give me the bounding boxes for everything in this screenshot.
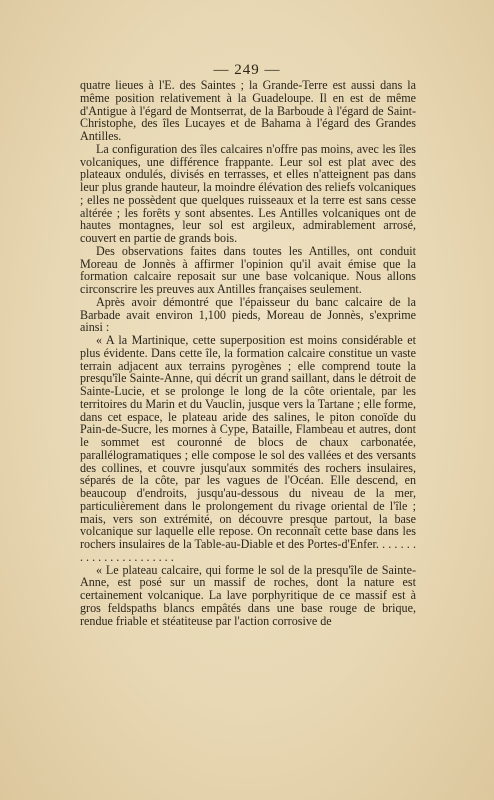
- page-number: — 249 —: [213, 62, 281, 78]
- paragraph: Après avoir démontré que l'épaisseur du banc calcaire de la Barbade avait environ 1,100 pieds, Moreau de Jonnès, s'exprime ainsi :: [80, 294, 416, 335]
- quotation-paragraph: « A la Martinique, cette superposition est moins considérable et plus évidente. Dans cette île, la formation calcaire constitue un vaste terrain adjacent aux terrains pyrogènes ; elle comprend toute la presqu'île Sainte-Anne, qui décrit un grand saillant, dans le détroit de Sainte-Lucie, et se prolonge le long de la côte orientale, par les territoires du Marin et du Vauclin, jusque vers la Tartane ; elle forme, dans cet espace, le plateau aride des salines, le piton conoïde du Pain-de-Sucre, les mornes à Cype, Bataille, Flambeau et autres, dont le sommet est couronné de blocs de chaux carbonatée, parallélogramatiques ; elle compose le sol des vallées et des versants des collines, et couvre jusqu'aux sommités des rochers insulaires, séparés de la côte, par les vagues de l'Océan. Elle descend, en beaucoup d'endroits, jusqu'au-dessous du niveau de la mer, particulièrement dans le prolongement du rivage oriental de l'île ; mais, vers son extrémité, on découvre presque partout, la base volcanique sur laquelle elle repose. On reconnaît cette base dans les rochers insulaires de la Table-au-Diable et des Portes-d'Enfer. . . . . . . . . . . . . . . . . . . . . . .: [80, 333, 416, 564]
- paragraph-continuation: quatre lieues à l'E. des Saintes ; la Grande-Terre est aussi dans la même position relativement à la Guadeloupe. Il en est de même d'Antigue à l'égard de Montserrat, de la Barboude à l'égard de Saint-Christophe, des îles Lucayes et de Bahama à l'égard des Grandes Antilles.: [80, 78, 416, 143]
- quotation-paragraph: « Le plateau calcaire, qui forme le sol de la presqu'île de Sainte-Anne, est posé sur un massif de roches, dont la nature est certainement volcanique. La lave porphyritique de ce massif est à gros feldspaths blancs empâtés dans une base rouge de brique, rendue friable et stéatiteuse par l'action corrosive de: [80, 562, 416, 628]
- paragraph: Des observations faites dans toutes les Antilles, ont conduit Moreau de Jonnès à affirmer l'opinion qu'il avait émise que la formation calcaire reposait sur une base volcanique. Nous allons circonscrire les preuves aux Antilles françaises seulement.: [80, 243, 416, 296]
- body-text: [80, 79, 416, 627]
- paragraph: La configuration des îles calcaires n'offre pas moins, avec les îles volcaniques, une différence frappante. Leur sol est plat avec des plateaux ondulés, divisés en terrasses, et elles n'atteignent pas dans leur plus grande hauteur, la moindre élévation des reliefs volcaniques ; elles ne possèdent que quelques ruisseaux et la terre est sans cesse altérée ; les forêts y sont absentes. Les Antilles volcaniques ont de hautes montagnes, leur sol est argileux, admirablement arrosé, couvert en partie de grands bois.: [80, 141, 416, 245]
